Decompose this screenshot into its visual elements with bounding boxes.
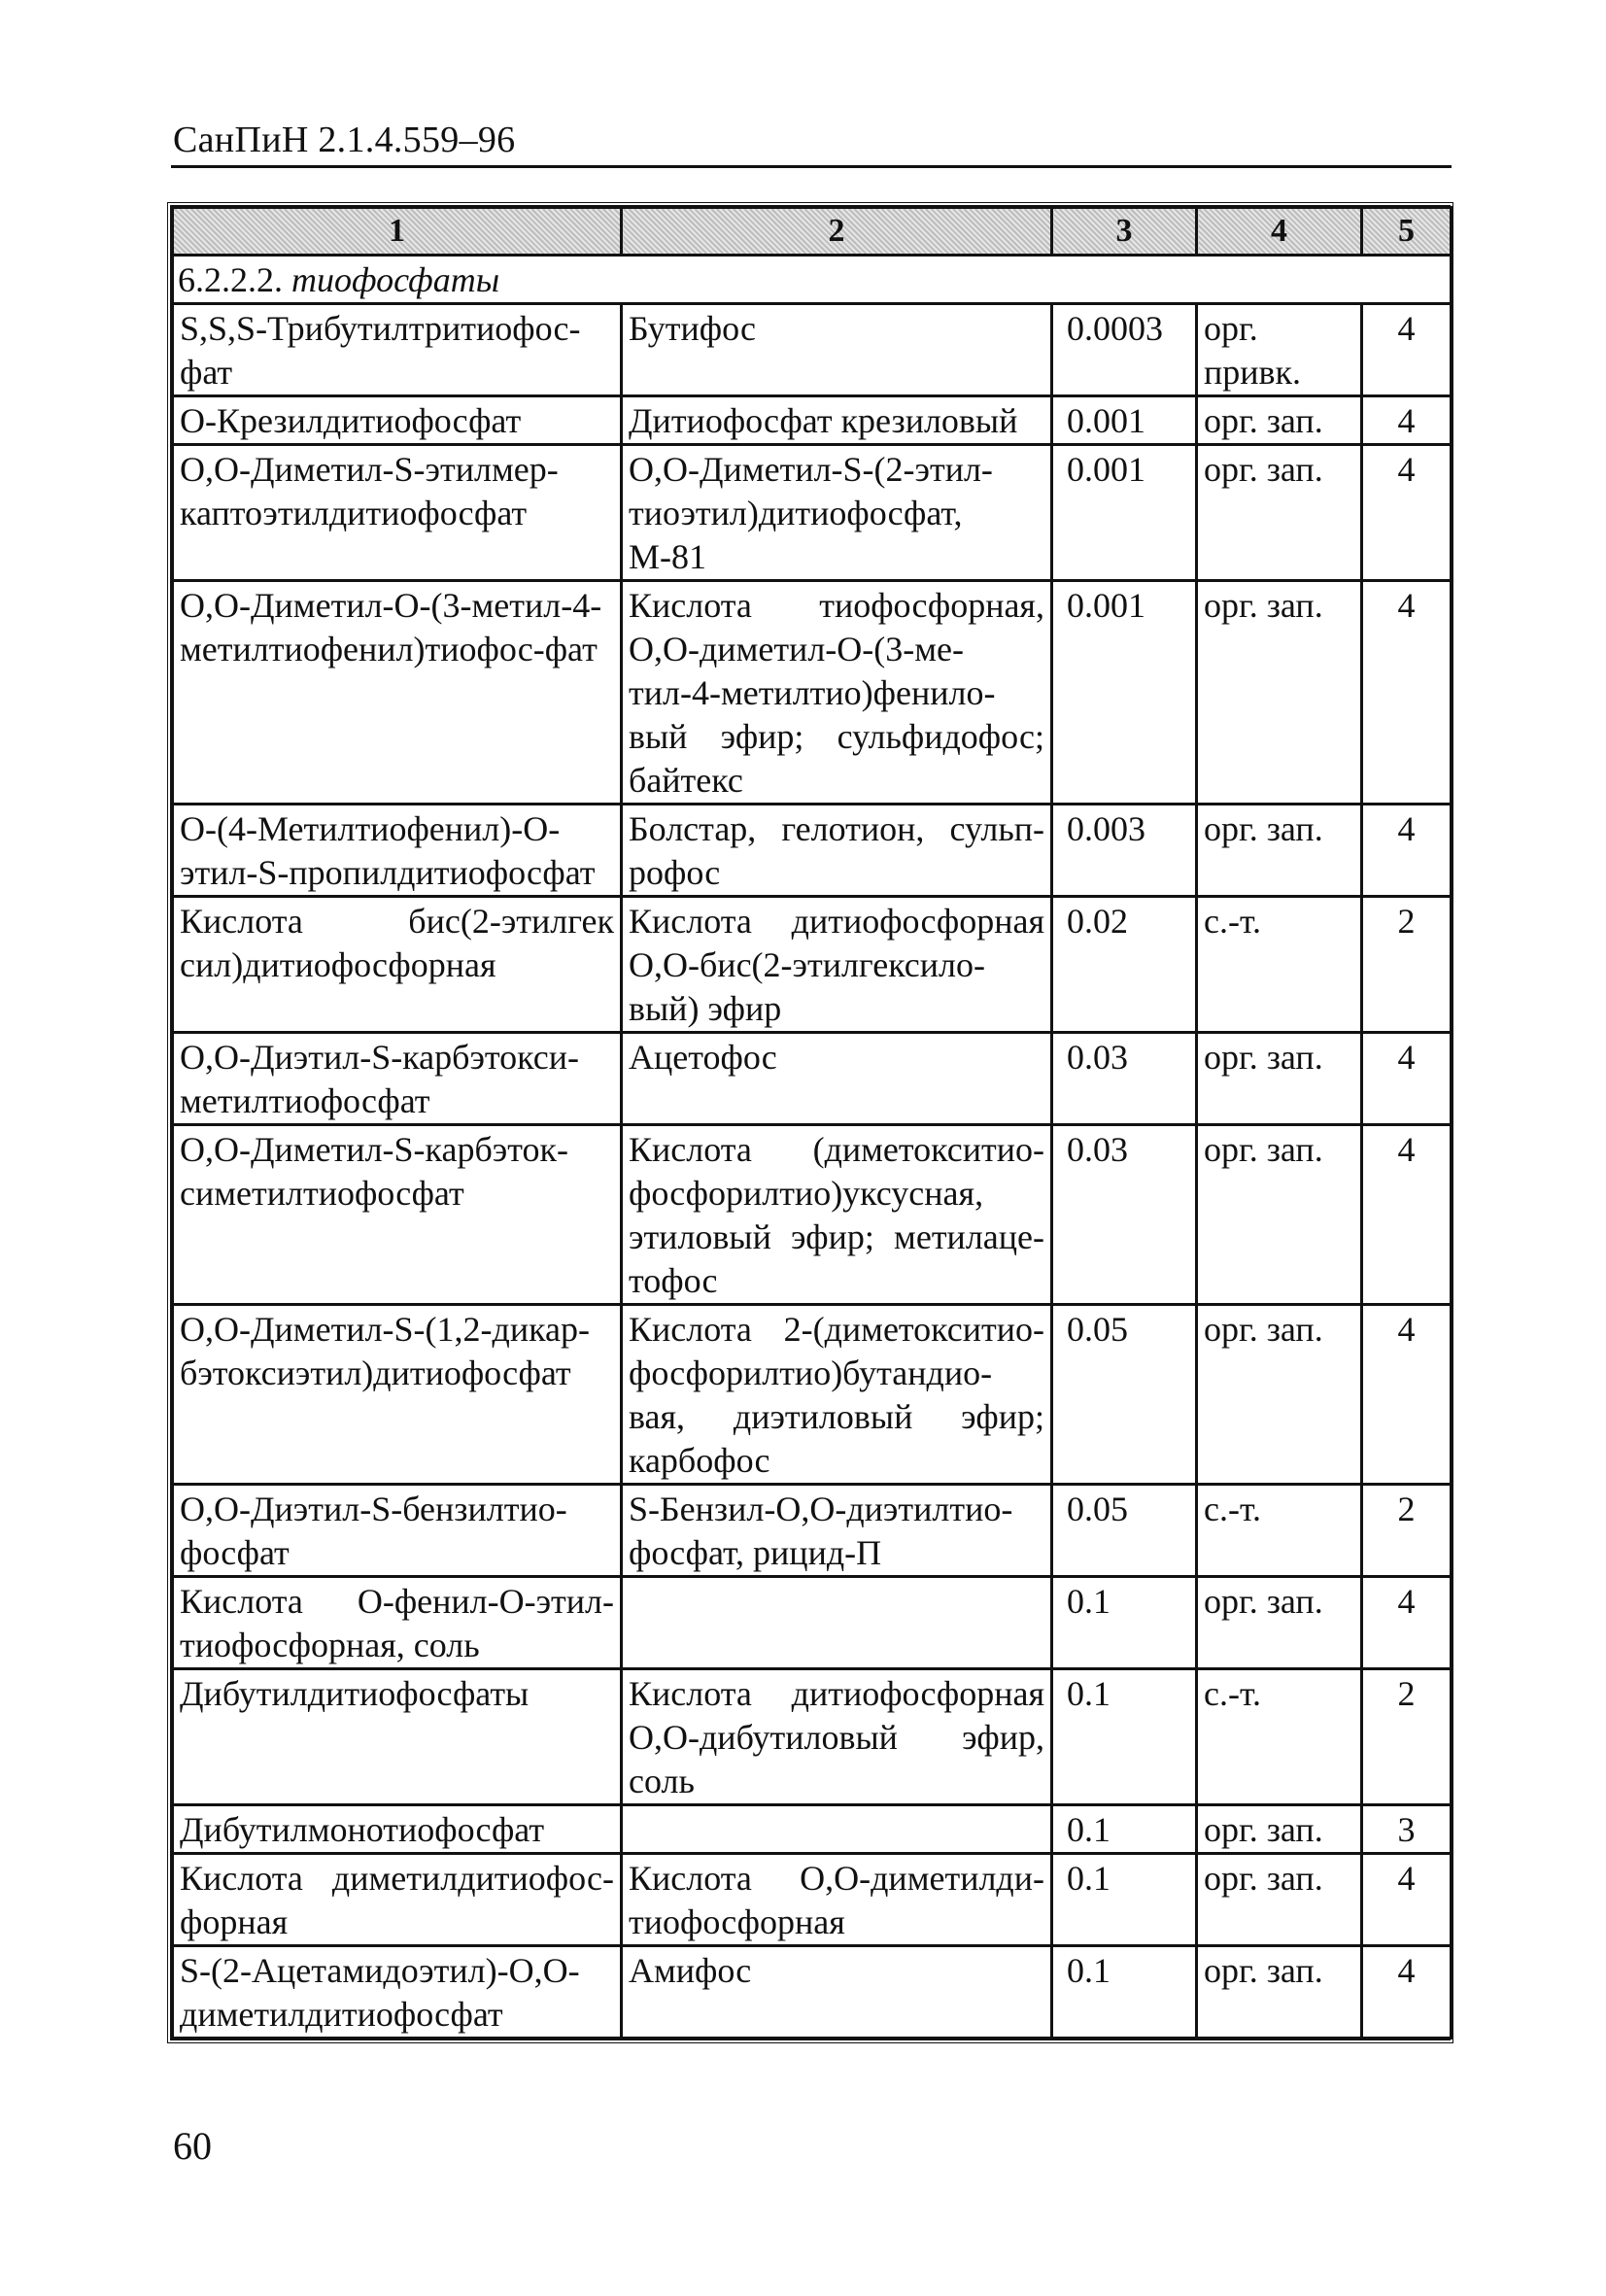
table-row <box>173 1485 1452 1577</box>
hazard-class-cell: 4 <box>1362 1033 1452 1125</box>
substance-name-cell: S,S,S-Трибутилтритиофос-фат <box>173 304 622 396</box>
concentration-cell: 0.001 <box>1052 445 1197 581</box>
harm-indicator-cell: орг. зап. <box>1197 445 1362 581</box>
substance-name-cell: Кислота О-фенил-О-этил-тиофосфорная, соль <box>173 1577 622 1669</box>
concentration-cell: 0.0003 <box>1052 304 1197 396</box>
hazard-class-cell: 4 <box>1362 445 1452 581</box>
harm-indicator-cell: орг. зап. <box>1197 1305 1362 1485</box>
column-header-5: 5 <box>1362 208 1452 256</box>
hazard-class-cell: 3 <box>1362 1805 1452 1854</box>
table-header <box>173 208 1452 256</box>
synonyms-cell: Кислота (диметокситио-фосфорилтио)уксусная, этиловый эфир; метилаце-тофос <box>622 1125 1052 1305</box>
concentration-cell: 0.05 <box>1052 1485 1197 1577</box>
header-rule <box>171 165 1452 168</box>
harm-indicator-cell: с.-т. <box>1197 1485 1362 1577</box>
column-header-2: 2 <box>622 208 1052 256</box>
substances-table <box>171 206 1452 2039</box>
hazard-class-cell: 2 <box>1362 897 1452 1033</box>
synonyms-cell <box>622 1577 1052 1669</box>
synonyms-cell: Кислота дитиофосфорная О,О-бис(2-этилгексило-вый) эфир <box>622 897 1052 1033</box>
synonyms-cell: О,О-Диметил-S-(2-этил-тиоэтил)дитиофосфат, М-81 <box>622 445 1052 581</box>
concentration-cell: 0.1 <box>1052 1805 1197 1854</box>
page-number: 60 <box>173 2124 212 2168</box>
concentration-cell: 0.1 <box>1052 1946 1197 2039</box>
table-row <box>173 1305 1452 1485</box>
concentration-cell: 0.001 <box>1052 581 1197 805</box>
hazard-class-cell: 4 <box>1362 1854 1452 1946</box>
harm-indicator-cell: орг. зап. <box>1197 1805 1362 1854</box>
concentration-cell: 0.02 <box>1052 897 1197 1033</box>
synonyms-cell: Болстар, гелотион, сульп-рофос <box>622 805 1052 897</box>
table-body <box>173 256 1452 2039</box>
table-row <box>173 1669 1452 1805</box>
table-row <box>173 1125 1452 1305</box>
hazard-class-cell: 4 <box>1362 1125 1452 1305</box>
substance-name-cell: S-(2-Ацетамидоэтил)-О,О-диметилдитиофосфат <box>173 1946 622 2039</box>
harm-indicator-cell: орг. зап. <box>1197 581 1362 805</box>
hazard-class-cell: 4 <box>1362 1305 1452 1485</box>
hazard-class-cell: 4 <box>1362 805 1452 897</box>
synonyms-cell: Кислота 2-(диметокситио-фосфорилтио)бутандио-вая, диэтиловый эфир; карбофос <box>622 1305 1052 1485</box>
table-row <box>173 396 1452 445</box>
table-row <box>173 1946 1452 2039</box>
table-row <box>173 445 1452 581</box>
concentration-cell: 0.05 <box>1052 1305 1197 1485</box>
concentration-cell: 0.003 <box>1052 805 1197 897</box>
synonyms-cell: Амифос <box>622 1946 1052 2039</box>
hazard-class-cell: 2 <box>1362 1485 1452 1577</box>
synonyms-cell: Ацетофос <box>622 1033 1052 1125</box>
table-row <box>173 581 1452 805</box>
harm-indicator-cell: с.-т. <box>1197 897 1362 1033</box>
hazard-class-cell: 2 <box>1362 1669 1452 1805</box>
column-number-row <box>173 208 1452 256</box>
synonyms-cell: Кислота тиофосфорная, О,О-диметил-О-(3-ме-тил-4-метилтио)фенило-вый эфир; сульфидофос; байтекс <box>622 581 1052 805</box>
substance-name-cell: О-Крезилдитиофосфат <box>173 396 622 445</box>
harm-indicator-cell: с.-т. <box>1197 1669 1362 1805</box>
concentration-cell: 0.001 <box>1052 396 1197 445</box>
harm-indicator-cell: орг. зап. <box>1197 1854 1362 1946</box>
substance-name-cell: О,О-Диэтил-S-карбэтокси-метилтиофосфат <box>173 1033 622 1125</box>
substance-name-cell: О,О-Диметил-S-этилмер-каптоэтилдитиофосфат <box>173 445 622 581</box>
table-row <box>173 1033 1452 1125</box>
harm-indicator-cell: орг. зап. <box>1197 1033 1362 1125</box>
harm-indicator-cell: орг. зап. <box>1197 1946 1362 2039</box>
section-row <box>173 256 1452 304</box>
harm-indicator-cell: орг. зап. <box>1197 396 1362 445</box>
substance-name-cell: Дибутилмонотиофосфат <box>173 1805 622 1854</box>
synonyms-cell: Кислота О,О-диметилди-тиофосфорная <box>622 1854 1052 1946</box>
synonyms-cell: Дитиофосфат крезиловый <box>622 396 1052 445</box>
substance-name-cell: О,О-Диметил-О-(3-метил-4-метилтиофенил)тиофос-фат <box>173 581 622 805</box>
table-row <box>173 805 1452 897</box>
harm-indicator-cell: орг. зап. <box>1197 1577 1362 1669</box>
harm-indicator-cell: орг. привк. <box>1197 304 1362 396</box>
concentration-cell: 0.1 <box>1052 1577 1197 1669</box>
section-heading <box>173 256 1452 304</box>
table-row <box>173 1577 1452 1669</box>
column-header-3: 3 <box>1052 208 1197 256</box>
document-header: СанПиН 2.1.4.559–96 <box>173 120 516 160</box>
concentration-cell: 0.1 <box>1052 1669 1197 1805</box>
synonyms-cell: Бутифос <box>622 304 1052 396</box>
table-row <box>173 304 1452 396</box>
synonyms-cell <box>622 1805 1052 1854</box>
harm-indicator-cell: орг. зап. <box>1197 1125 1362 1305</box>
hazard-class-cell: 4 <box>1362 1946 1452 2039</box>
hazard-class-cell: 4 <box>1362 1577 1452 1669</box>
synonyms-cell: Кислота дитиофосфорная О,О-дибутиловый эфир, соль <box>622 1669 1052 1805</box>
substance-name-cell: О,О-Диэтил-S-бензилтио-фосфат <box>173 1485 622 1577</box>
concentration-cell: 0.1 <box>1052 1854 1197 1946</box>
substance-name-cell: Кислота бис(2-этилгек сил)дитиофосфорная <box>173 897 622 1033</box>
table-row <box>173 1854 1452 1946</box>
synonyms-cell: S-Бензил-О,О-диэтилтио-фосфат, рицид-П <box>622 1485 1052 1577</box>
substance-name-cell: Дибутилдитиофосфаты <box>173 1669 622 1805</box>
section-number: 6.2.2.2. <box>178 260 283 299</box>
substance-name-cell: О,О-Диметил-S-(1,2-дикар-бэтоксиэтил)дитиофосфат <box>173 1305 622 1485</box>
section-title: тиофосфаты <box>291 260 500 299</box>
substances-table-frame <box>167 202 1453 2043</box>
concentration-cell: 0.03 <box>1052 1125 1197 1305</box>
harm-indicator-cell: орг. зап. <box>1197 805 1362 897</box>
substance-name-cell: О-(4-Метилтиофенил)-О-этил-S-пропилдитиофосфат <box>173 805 622 897</box>
concentration-cell: 0.03 <box>1052 1033 1197 1125</box>
column-header-4: 4 <box>1197 208 1362 256</box>
hazard-class-cell: 4 <box>1362 581 1452 805</box>
substance-name-cell: Кислота диметилдитиофос-форная <box>173 1854 622 1946</box>
hazard-class-cell: 4 <box>1362 396 1452 445</box>
substance-name-cell: О,О-Диметил-S-карбэток-симетилтиофосфат <box>173 1125 622 1305</box>
hazard-class-cell: 4 <box>1362 304 1452 396</box>
table-row <box>173 1805 1452 1854</box>
table-row <box>173 897 1452 1033</box>
column-header-1: 1 <box>173 208 622 256</box>
